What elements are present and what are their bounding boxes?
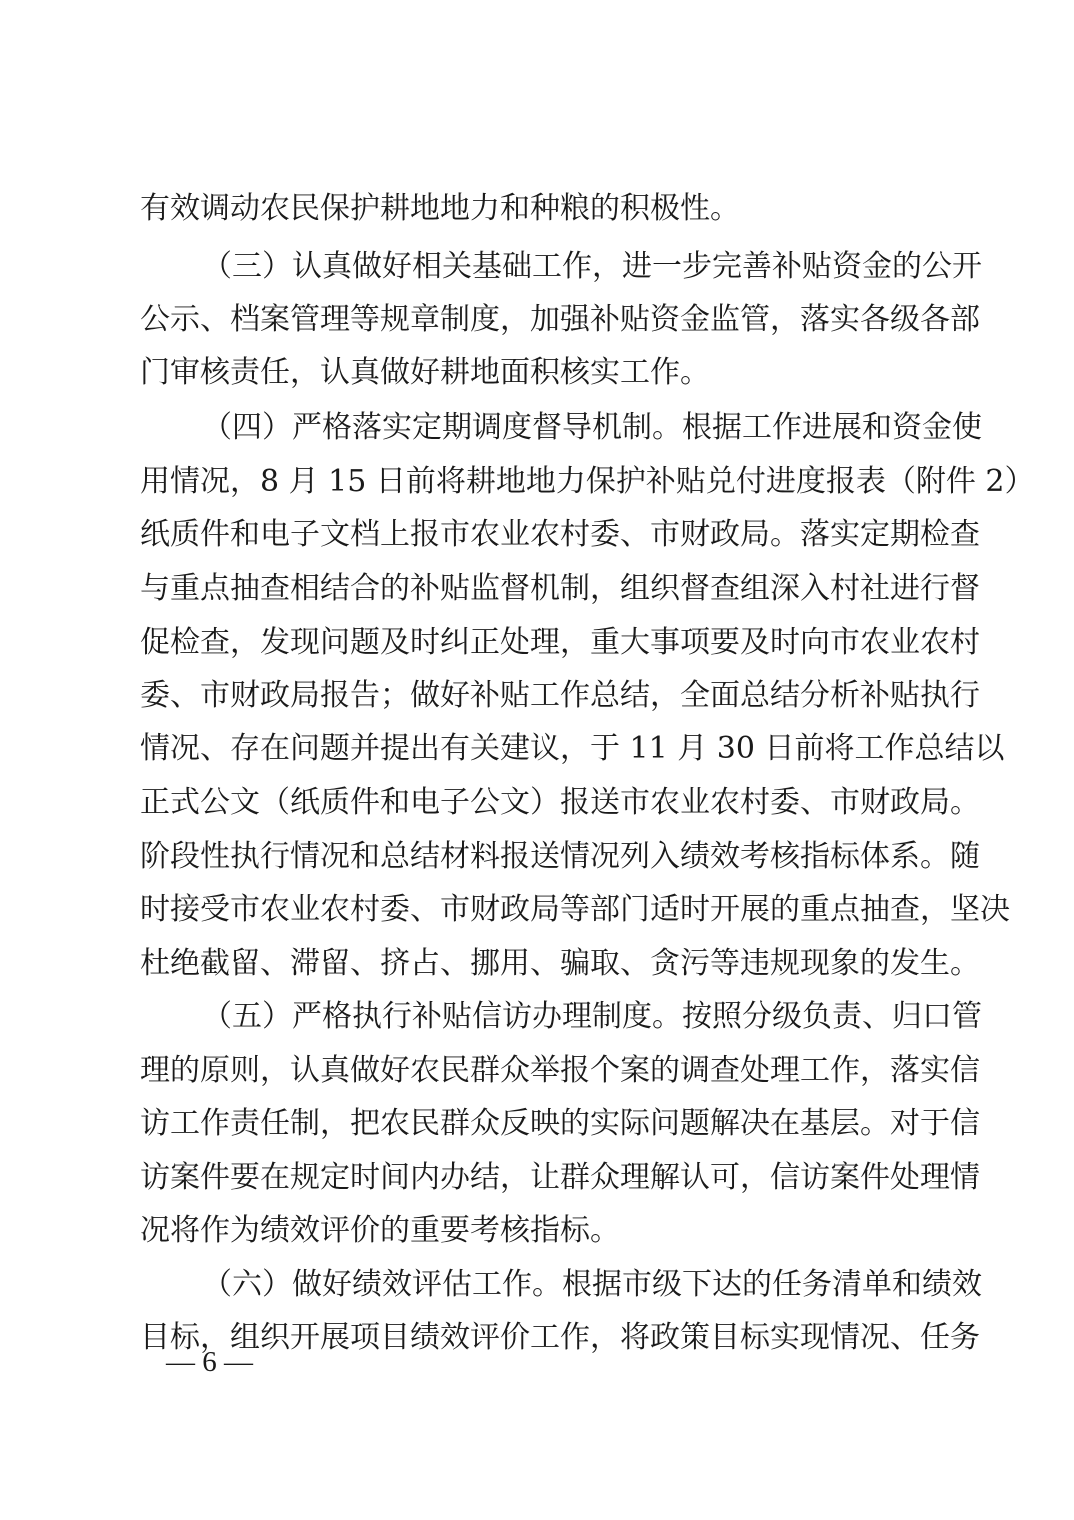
body-text-line: 访案件要在规定时间内办结，让群众理解认可，信访案件处理情	[140, 1160, 980, 1195]
body-text-line: 正式公文（纸质件和电子公文）报送市农业农村委、市财政局。	[140, 785, 980, 820]
body-text-line: 委、市财政局报告；做好补贴工作总结，全面总结分析补贴执行	[140, 678, 980, 713]
body-text-line: 访工作责任制，把农民群众反映的实际问题解决在基层。对于信	[140, 1106, 980, 1141]
section-heading-line: （四）严格落实定期调度督导机制。根据工作进展和资金使	[202, 410, 982, 445]
body-text-line: 纸质件和电子文档上报市农业农村委、市财政局。落实定期检查	[140, 517, 980, 552]
body-text-line: 公示、档案管理等规章制度，加强补贴资金监管，落实各级各部	[140, 302, 980, 337]
body-text-line: 时接受市农业农村委、市财政局等部门适时开展的重点抽查，坚决	[140, 892, 1010, 927]
body-text-line: 情况、存在问题并提出有关建议，于 11 月 30 日前将工作总结以	[140, 731, 1005, 766]
body-text-line: 理的原则，认真做好农民群众举报个案的调查处理工作，落实信	[140, 1053, 980, 1088]
body-text-line: 目标，组织开展项目绩效评价工作，将政策目标实现情况、任务	[140, 1320, 980, 1355]
body-text-line: 阶段性执行情况和总结材料报送情况列入绩效考核指标体系。随	[140, 839, 980, 874]
section-heading-line: （五）严格执行补贴信访办理制度。按照分级负责、归口管	[202, 999, 982, 1034]
body-text-line: 杜绝截留、滞留、挤占、挪用、骗取、贪污等违规现象的发生。	[140, 946, 980, 981]
section-heading-line: （三）认真做好相关基础工作，进一步完善补贴资金的公开	[202, 249, 982, 284]
body-text-line: 有效调动农民保护耕地地力和种粮的积极性。	[140, 191, 740, 226]
body-text-line: 与重点抽查相结合的补贴监督机制，组织督查组深入村社进行督	[140, 571, 980, 606]
section-heading-line: （六）做好绩效评估工作。根据市级下达的任务清单和绩效	[202, 1267, 982, 1302]
body-text-line: 用情况，8 月 15 日前将耕地地力保护补贴兑付进度报表（附件 2）	[140, 464, 1035, 499]
body-text-line: 门审核责任，认真做好耕地面积核实工作。	[140, 355, 710, 390]
page-number: — 6 —	[166, 1346, 253, 1378]
body-text-line: 况将作为绩效评价的重要考核指标。	[140, 1213, 620, 1248]
body-text-line: 促检查，发现问题及时纠正处理，重大事项要及时向市农业农村	[140, 625, 980, 660]
